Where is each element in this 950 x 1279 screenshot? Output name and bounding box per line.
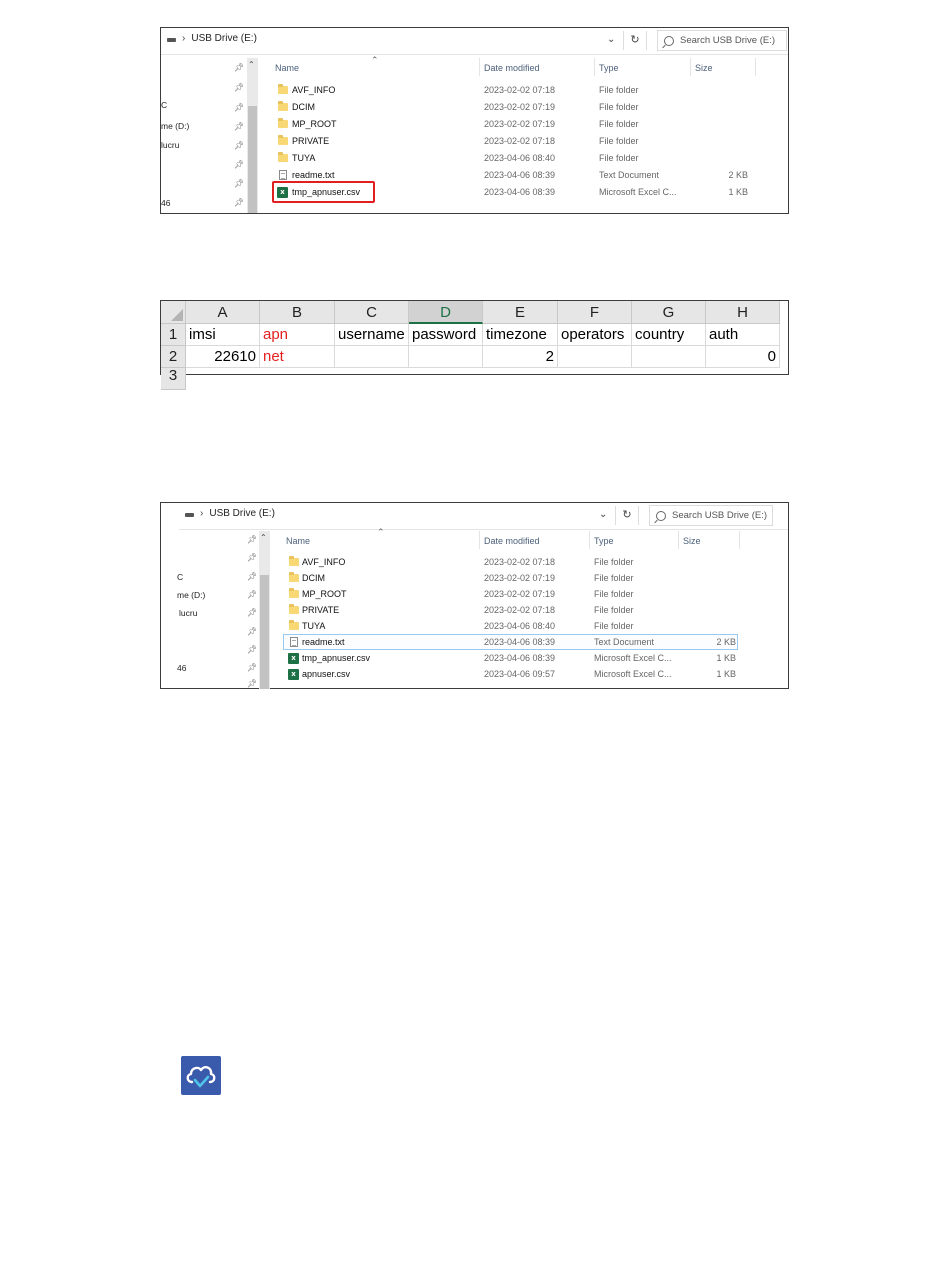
column-divider[interactable] [678, 531, 679, 549]
search-placeholder: Search USB Drive (E:) [680, 35, 776, 46]
column-header[interactable]: H [706, 301, 780, 324]
pin-icon[interactable]: 📌︎ [247, 679, 258, 688]
file-type: Text Document [594, 637, 655, 647]
file-type: File folder [599, 102, 639, 112]
cell-A1[interactable]: imsi [186, 324, 260, 346]
nav-item[interactable]: 46 [177, 663, 187, 673]
cell-G1[interactable]: country [632, 324, 706, 346]
file-row[interactable] [161, 185, 790, 200]
column-divider[interactable] [739, 531, 740, 549]
file-name: readme.txt [292, 170, 335, 180]
file-row[interactable] [161, 603, 790, 618]
column-header-type[interactable]: Type [599, 63, 619, 73]
cell-B1[interactable]: apn [260, 324, 335, 346]
nav-item[interactable]: me (D:) [177, 590, 206, 600]
nav-item[interactable]: me (D:) [161, 121, 190, 131]
pin-icon[interactable]: 📌︎ [234, 122, 245, 131]
cell-G2[interactable] [632, 346, 706, 368]
column-divider[interactable] [479, 58, 480, 76]
file-name: AVF_INFO [292, 85, 336, 95]
file-row[interactable] [161, 571, 790, 586]
cell-B2[interactable]: net [260, 346, 335, 368]
file-date: 2023-02-02 07:19 [484, 102, 556, 112]
column-divider[interactable] [589, 531, 590, 549]
file-row[interactable] [161, 667, 790, 682]
column-divider[interactable] [594, 58, 595, 76]
file-type: Microsoft Excel C... [594, 653, 672, 663]
chevron-down-icon[interactable]: ⌄ [607, 34, 616, 45]
file-type: File folder [594, 557, 634, 567]
file-name: TUYA [302, 621, 326, 631]
file-row[interactable] [161, 100, 790, 115]
select-all-corner[interactable] [161, 301, 186, 324]
column-header[interactable]: F [558, 301, 632, 324]
address-bar [161, 28, 788, 55]
file-size: 2 KB [728, 170, 748, 180]
file-size: 1 KB [716, 653, 736, 663]
pin-icon[interactable]: 📌︎ [234, 160, 245, 169]
file-name: AVF_INFO [302, 557, 346, 567]
address-text: USB Drive (E:) [191, 33, 257, 44]
file-date: 2023-02-02 07:19 [484, 573, 556, 583]
file-name: readme.txt [302, 637, 345, 647]
pin-icon[interactable]: 📌︎ [234, 103, 245, 112]
pin-icon[interactable]: 📌︎ [234, 198, 245, 207]
file-size: 2 KB [716, 637, 736, 647]
nav-item[interactable]: lucru [161, 140, 180, 150]
nav-item[interactable]: C [177, 572, 184, 582]
file-type: File folder [599, 153, 639, 163]
refresh-icon[interactable]: ↻ [615, 506, 639, 525]
chevron-right-icon: › [200, 508, 204, 519]
row-header[interactable]: 1 [161, 324, 186, 346]
file-date: 2023-02-02 07:18 [484, 136, 556, 146]
cell-E2[interactable]: 2 [483, 346, 558, 368]
folder-icon [289, 558, 299, 566]
folder-icon [278, 137, 288, 145]
file-date: 2023-04-06 08:39 [484, 170, 556, 180]
explorer-window-bottom [160, 502, 789, 689]
cell-E1[interactable]: timezone [483, 324, 558, 346]
cell-H2[interactable]: 0 [706, 346, 780, 368]
file-name: tmp_apnuser.csv [302, 653, 371, 663]
column-header-date[interactable]: Date modified [484, 536, 540, 546]
file-type: Microsoft Excel C... [594, 669, 672, 679]
file-date: 2023-04-06 08:39 [484, 637, 556, 647]
folder-icon [278, 103, 288, 111]
column-header[interactable]: G [632, 301, 706, 324]
search-icon [656, 511, 666, 521]
folder-icon [289, 622, 299, 630]
cell-F2[interactable] [558, 346, 632, 368]
folder-icon [289, 606, 299, 614]
file-size: 1 KB [728, 187, 748, 197]
nav-item[interactable]: lucru [179, 608, 198, 618]
sort-caret-icon: ⌃ [371, 55, 379, 65]
column-header-name[interactable]: Name [275, 63, 300, 73]
nav-item[interactable]: 46 [161, 198, 171, 208]
address-bar [179, 503, 788, 530]
column-divider[interactable] [690, 58, 691, 76]
file-row[interactable] [161, 651, 790, 666]
file-row[interactable] [161, 587, 790, 602]
file-name: tmp_apnuser.csv [292, 187, 361, 197]
sort-caret-icon: ⌃ [377, 527, 385, 537]
refresh-icon[interactable]: ↻ [623, 31, 647, 50]
chevron-right-icon: › [182, 33, 186, 44]
file-type: File folder [594, 621, 634, 631]
column-divider[interactable] [479, 531, 480, 549]
file-size: 1 KB [716, 669, 736, 679]
column-header-active[interactable]: D [409, 301, 483, 324]
file-type: File folder [594, 573, 634, 583]
file-type: Microsoft Excel C... [599, 187, 677, 197]
pin-icon[interactable]: 📌︎ [234, 83, 245, 92]
file-date: 2023-04-06 08:39 [484, 187, 556, 197]
file-date: 2023-02-02 07:19 [484, 589, 556, 599]
column-header[interactable]: A [186, 301, 260, 324]
cell-H1[interactable]: auth [706, 324, 780, 346]
file-name: DCIM [292, 102, 315, 112]
file-row[interactable] [161, 168, 790, 183]
file-date: 2023-04-06 08:40 [484, 621, 556, 631]
pin-icon[interactable]: 📌︎ [247, 627, 258, 636]
drive-icon [185, 513, 194, 517]
explorer-window-top [160, 27, 789, 214]
file-type: File folder [599, 85, 639, 95]
cell-A2[interactable]: 22610 [186, 346, 260, 368]
folder-icon [289, 590, 299, 598]
folder-icon [278, 120, 288, 128]
file-type: Text Document [599, 170, 660, 180]
file-type: File folder [594, 605, 634, 615]
pin-icon[interactable]: 📌︎ [247, 663, 258, 672]
file-name: MP_ROOT [302, 589, 347, 599]
column-header[interactable]: B [260, 301, 335, 324]
file-row[interactable] [161, 117, 790, 132]
file-date: 2023-04-06 08:39 [484, 653, 556, 663]
folder-icon [289, 574, 299, 582]
file-row[interactable] [161, 83, 790, 98]
column-header[interactable]: E [483, 301, 558, 324]
file-type: File folder [599, 119, 639, 129]
search-icon [664, 36, 674, 46]
file-name: MP_ROOT [292, 119, 337, 129]
search-placeholder: Search USB Drive (E:) [672, 510, 768, 521]
column-header-type[interactable]: Type [594, 536, 614, 546]
file-name: PRIVATE [302, 605, 340, 615]
pin-icon[interactable]: 📌︎ [247, 590, 258, 599]
file-name: DCIM [302, 573, 325, 583]
pin-icon[interactable]: 📌︎ [247, 645, 258, 654]
file-name: apnuser.csv [302, 669, 351, 679]
folder-icon [278, 86, 288, 94]
file-date: 2023-02-02 07:18 [484, 605, 556, 615]
cell-C1[interactable]: username [335, 324, 409, 346]
scroll-up-icon[interactable]: ⌃ [260, 533, 267, 542]
file-type: File folder [594, 589, 634, 599]
excel-file-icon: x [288, 653, 299, 664]
file-name: PRIVATE [292, 136, 330, 146]
spreadsheet [160, 300, 789, 384]
file-date: 2023-02-02 07:18 [484, 557, 556, 567]
file-row[interactable] [161, 619, 790, 634]
pin-icon[interactable]: 📌︎ [234, 141, 245, 150]
folder-icon [278, 154, 288, 162]
column-header-size[interactable]: Size [695, 63, 713, 73]
file-type: File folder [599, 136, 639, 146]
file-row[interactable] [161, 555, 790, 570]
column-header[interactable]: C [335, 301, 409, 324]
address-path[interactable] [167, 33, 257, 44]
file-row[interactable] [161, 151, 790, 166]
file-row-selected[interactable] [161, 635, 790, 650]
nav-item[interactable]: C [161, 100, 168, 110]
column-header-name[interactable]: Name [286, 536, 311, 546]
column-header-date[interactable]: Date modified [484, 63, 540, 73]
cell-F1[interactable]: operators [558, 324, 632, 346]
file-date: 2023-04-06 09:57 [484, 669, 556, 679]
pin-icon[interactable]: 📌︎ [247, 572, 258, 581]
pin-icon[interactable]: 📌︎ [247, 608, 258, 617]
excel-file-icon: x [288, 669, 299, 680]
search-input[interactable] [649, 505, 773, 526]
cell-D2[interactable] [409, 346, 483, 368]
file-date: 2023-02-02 07:19 [484, 119, 556, 129]
drive-icon [167, 38, 176, 42]
cell-C2[interactable] [335, 346, 409, 368]
file-date: 2023-02-02 07:18 [484, 85, 556, 95]
row-header[interactable]: 2 [161, 346, 186, 368]
text-file-icon [279, 170, 287, 180]
pin-icon[interactable]: 📌︎ [234, 63, 245, 72]
text-file-icon [290, 637, 298, 647]
pin-icon[interactable]: 📌︎ [247, 535, 258, 544]
file-name: TUYA [292, 153, 316, 163]
cloud-check-icon[interactable] [181, 1056, 221, 1095]
scroll-up-icon[interactable]: ⌃ [248, 60, 255, 69]
pin-icon[interactable]: 📌︎ [247, 553, 258, 562]
excel-file-icon: x [277, 187, 288, 198]
chevron-down-icon[interactable]: ⌄ [599, 509, 608, 520]
row-header[interactable]: 3 [161, 368, 186, 390]
column-header-size[interactable]: Size [683, 536, 701, 546]
file-date: 2023-04-06 08:40 [484, 153, 556, 163]
pin-icon[interactable]: 📌︎ [234, 179, 245, 188]
cell-D1[interactable]: password [409, 324, 483, 346]
address-path[interactable] [185, 508, 275, 519]
search-input[interactable] [657, 30, 787, 51]
column-divider[interactable] [755, 58, 756, 76]
file-row[interactable] [161, 134, 790, 149]
address-text: USB Drive (E:) [209, 508, 275, 519]
